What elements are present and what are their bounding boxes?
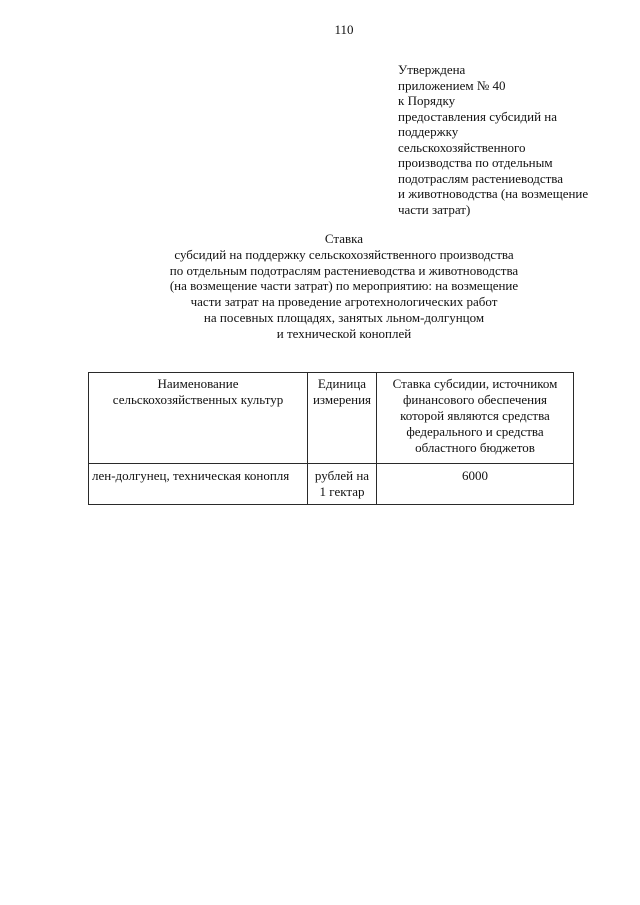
- approval-line: к Порядку: [398, 93, 456, 108]
- header-cell-rate: [377, 373, 574, 464]
- title-line: по отдельным подотраслям растениеводства и животноводства: [169, 262, 519, 278]
- approval-line: производства по отдельным: [398, 155, 553, 170]
- cell-line: лен-долгунец, техническая конопля: [92, 468, 290, 483]
- title-line: (на возмещение части затрат) по мероприятию: на возмещение: [169, 278, 519, 294]
- subsidy-rates-table: [88, 372, 574, 505]
- approval-line: предоставления субсидий на: [398, 108, 558, 124]
- cell-line: рублей на: [314, 468, 370, 483]
- title-line: части затрат на проведение агротехнологических работ: [190, 294, 498, 310]
- approval-line: части затрат): [398, 201, 471, 217]
- approval-line: поддержку: [398, 124, 459, 139]
- cell-unit: [308, 464, 377, 505]
- page-number: 110: [334, 22, 354, 37]
- table-row: [89, 464, 574, 505]
- cell-line: 6000: [462, 468, 488, 483]
- cell-line: финансового обеспечения: [402, 392, 548, 407]
- title-line: и технической коноплей: [276, 325, 412, 341]
- cell-line: сельскохозяйственных культур: [112, 392, 284, 407]
- cell-line: измерения: [312, 392, 372, 407]
- header-cell-unit: [308, 373, 377, 464]
- document-title: [144, 231, 544, 342]
- cell-line: областного бюджетов: [415, 440, 535, 455]
- approval-block: [398, 62, 628, 217]
- cell-line: Ставка субсидии, источником: [392, 376, 558, 391]
- table-header-row: [89, 373, 574, 464]
- cell-line: Наименование: [157, 376, 239, 391]
- approval-line: приложением № 40: [398, 77, 506, 93]
- cell-line: 1 гектар: [319, 484, 365, 499]
- cell-line: федерального и средства: [406, 424, 544, 439]
- header-cell-crop-name: [89, 373, 308, 464]
- title-line: на посевных площадях, занятых льном-долгунцом: [203, 309, 485, 325]
- title-line: Ставка: [324, 231, 364, 246]
- cell-line: Единица: [317, 376, 367, 391]
- cell-line: которой являются средства: [400, 408, 550, 423]
- cell-rate: [377, 464, 574, 505]
- cell-crop: [89, 464, 308, 505]
- approval-line: сельскохозяйственного: [398, 139, 526, 155]
- approval-line: подотраслям растениеводства: [398, 170, 564, 186]
- approval-line: Утверждена: [398, 62, 466, 77]
- approval-line: и животноводства (на возмещение: [398, 186, 589, 201]
- title-line: субсидий на поддержку сельскохозяйственного производства: [174, 246, 514, 262]
